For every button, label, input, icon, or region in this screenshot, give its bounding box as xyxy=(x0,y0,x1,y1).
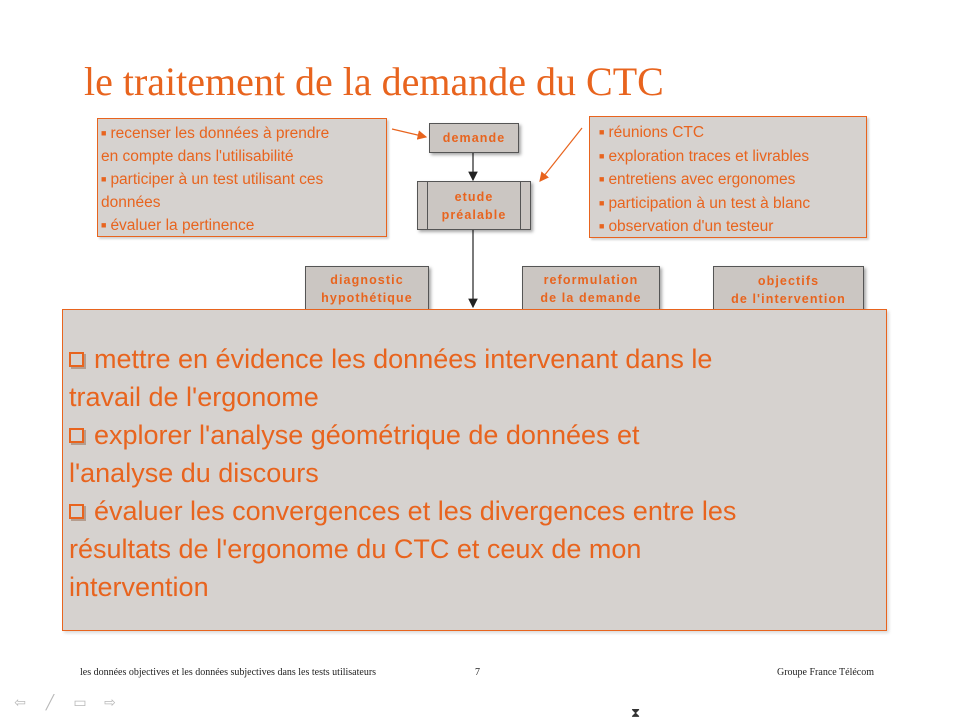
bullet-icon: ■ xyxy=(599,221,605,231)
right-note-box xyxy=(589,116,867,238)
bullet-icon: ■ xyxy=(599,197,605,208)
main-item: mettre en évidence les données intervenant dans le travail de l'ergonome xyxy=(69,344,713,412)
checkbox-icon xyxy=(69,352,84,367)
bullet-icon: ■ xyxy=(101,220,107,230)
footer-right-text: Groupe France Télécom xyxy=(777,667,874,678)
left-note-line: ■ évaluer la pertinence xyxy=(101,217,255,234)
left-note-line: données xyxy=(101,193,161,211)
left-note-line: ■ participer à un test utilisant ces xyxy=(101,171,324,188)
flow-label: diagnostic xyxy=(330,273,404,287)
right-note-line: ■ exploration traces et livrables xyxy=(599,147,810,165)
hourglass-cursor-icon: ⧗ xyxy=(631,705,641,720)
right-note-line: ■ participation à un test à blanc xyxy=(599,194,811,212)
slideshow-nav-bar xyxy=(8,692,122,714)
footer-left-text: les données objectives et les données subjectives dans les tests utilisateurs xyxy=(80,667,377,678)
right-note-line: ■ observation d'un testeur xyxy=(599,218,774,235)
flow-box-demande xyxy=(429,123,519,153)
checkbox-icon xyxy=(69,428,84,443)
previous-slide-button[interactable]: ⇦ xyxy=(14,694,26,710)
main-item: évaluer les convergences et les divergences entre les résultats de l'ergonome du CTC et ceux de mon intervention xyxy=(69,496,737,602)
left-note-line: ■ recenser les données à prendre xyxy=(101,125,330,142)
checkbox-icon xyxy=(69,504,84,519)
flow-label: demande xyxy=(442,131,506,145)
flow-label: de la demande xyxy=(540,291,642,305)
right-note-line: ■ entretiens avec ergonomes xyxy=(599,171,796,188)
footer-page-number: 7 xyxy=(475,667,480,678)
arrow-right-note-to-etude xyxy=(540,128,582,181)
pen-tool-button[interactable]: ╱ xyxy=(45,694,55,710)
flow-label: reformulation xyxy=(543,273,639,287)
flow-label: etude xyxy=(454,190,494,204)
right-note-line: ■ réunions CTC xyxy=(599,124,705,141)
bullet-icon: ■ xyxy=(101,174,107,184)
main-content-box xyxy=(62,309,887,631)
flow-box-etude-prealable xyxy=(417,181,531,230)
bullet-icon: ■ xyxy=(599,174,605,184)
next-slide-button[interactable]: ⇨ xyxy=(104,694,116,710)
left-note-box xyxy=(97,118,387,237)
bullet-icon: ■ xyxy=(599,127,605,137)
flow-label: préalable xyxy=(441,208,507,222)
bullet-icon: ■ xyxy=(101,128,107,138)
flow-box-reformulation xyxy=(522,266,660,310)
bullet-icon: ■ xyxy=(599,150,605,161)
flow-label: objectifs xyxy=(757,274,820,288)
arrow-left-note-to-demande xyxy=(392,129,426,137)
menu-button[interactable]: ▭ xyxy=(73,694,87,710)
flow-label: hypothétique xyxy=(321,291,413,305)
slide-title: le traitement de la demande du CTC xyxy=(84,59,664,104)
main-item: explorer l'analyse géométrique de données et l'analyse du discours xyxy=(69,420,640,488)
flow-box-diagnostic xyxy=(305,266,429,310)
flow-label: de l'intervention xyxy=(731,292,846,306)
left-note-line: en compte dans l'utilisabilité xyxy=(101,147,294,165)
